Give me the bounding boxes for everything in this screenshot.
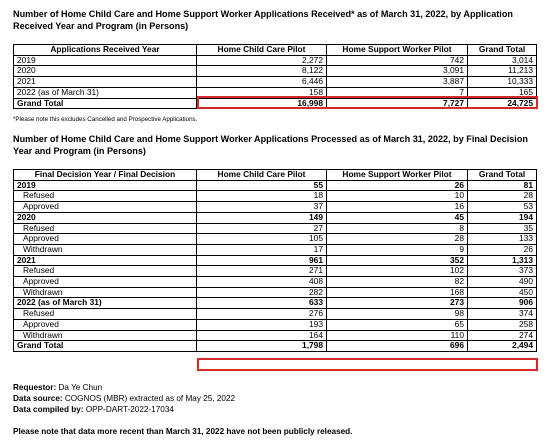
- table-row-bold: [14, 180, 537, 191]
- total-value: 194: [468, 212, 537, 223]
- table-row: [14, 223, 537, 234]
- hsw-value: 7,727: [327, 98, 468, 109]
- row-label: Approved: [14, 202, 197, 213]
- row-label: Approved: [14, 319, 197, 330]
- row-label: Grand Total: [14, 341, 197, 352]
- row-label: Approved: [14, 277, 197, 288]
- row-label: 2019: [14, 180, 197, 191]
- table2-title: Number of Home Child Care and Home Support Worker Applications Processed as of March 31, 2022, by Final Decision Year and Program (in Persons): [13, 134, 528, 156]
- total-value: 11,213: [468, 66, 537, 77]
- hsw-value: 3,887: [327, 77, 468, 88]
- hsw-value: 16: [327, 202, 468, 213]
- table-row: [14, 287, 537, 298]
- hsw-value: 28: [327, 234, 468, 245]
- column-header: Grand Total: [468, 170, 537, 181]
- total-value: 3,014: [468, 55, 537, 66]
- table-row: [14, 330, 537, 341]
- column-header: Home Child Care Pilot: [197, 170, 327, 181]
- hcc-value: 633: [197, 298, 327, 309]
- total-value: 258: [468, 319, 537, 330]
- hcc-value: 105: [197, 234, 327, 245]
- total-value: 24,725: [468, 98, 537, 109]
- hcc-value: 282: [197, 287, 327, 298]
- compiled-by-label: Data compiled by:: [13, 405, 84, 414]
- table-row: [14, 244, 537, 255]
- hcc-value: 6,446: [197, 77, 327, 88]
- total-value: 133: [468, 234, 537, 245]
- row-label: 2020: [14, 66, 197, 77]
- row-label: Approved: [14, 234, 197, 245]
- row-label: Withdrawn: [14, 287, 197, 298]
- table-row-bold: [14, 212, 537, 223]
- table1-footnote: *Please note this excludes Cancelled and Prospective Applications.: [13, 116, 198, 123]
- hsw-value: 102: [327, 266, 468, 277]
- hcc-value: 8,122: [197, 66, 327, 77]
- table-row: [14, 87, 537, 98]
- disclaimer: Please note that data more recent than March 31, 2022 have not been publicly released.: [13, 427, 353, 436]
- hsw-value: 98: [327, 309, 468, 320]
- hcc-value: 149: [197, 212, 327, 223]
- hsw-value: 696: [327, 341, 468, 352]
- table-row-bold: [14, 341, 537, 352]
- row-label: Refused: [14, 191, 197, 202]
- table-row: [14, 77, 537, 88]
- applications-processed-table: [13, 169, 537, 352]
- hcc-value: 271: [197, 266, 327, 277]
- data-source-line: [13, 393, 235, 404]
- total-value: 28: [468, 191, 537, 202]
- hsw-value: 65: [327, 319, 468, 330]
- hsw-value: 82: [327, 277, 468, 288]
- hsw-value: 3,091: [327, 66, 468, 77]
- hsw-value: 26: [327, 180, 468, 191]
- column-header: Home Support Worker Pilot: [327, 45, 468, 56]
- hsw-value: 110: [327, 330, 468, 341]
- total-value: 2,494: [468, 341, 537, 352]
- total-value: 374: [468, 309, 537, 320]
- grand-total-highlight: [197, 358, 538, 371]
- table-row: [14, 266, 537, 277]
- hcc-value: 27: [197, 223, 327, 234]
- hcc-value: 193: [197, 319, 327, 330]
- requestor-value: Da Ye Chun: [58, 383, 103, 392]
- table-row: [14, 319, 537, 330]
- table-header-row: [14, 45, 537, 56]
- total-value: 373: [468, 266, 537, 277]
- row-label: 2020: [14, 212, 197, 223]
- total-value: 81: [468, 180, 537, 191]
- hcc-value: 55: [197, 180, 327, 191]
- total-value: 1,313: [468, 255, 537, 266]
- column-header: Applications Received Year: [14, 45, 197, 56]
- hcc-value: 164: [197, 330, 327, 341]
- hsw-value: 168: [327, 287, 468, 298]
- total-value: 53: [468, 202, 537, 213]
- column-header: Grand Total: [468, 45, 537, 56]
- total-value: 450: [468, 287, 537, 298]
- hsw-value: 8: [327, 223, 468, 234]
- total-value: 26: [468, 244, 537, 255]
- total-value: 10,333: [468, 77, 537, 88]
- total-value: 490: [468, 277, 537, 288]
- hcc-value: 276: [197, 309, 327, 320]
- hcc-value: 2,272: [197, 55, 327, 66]
- hsw-value: 45: [327, 212, 468, 223]
- hsw-value: 10: [327, 191, 468, 202]
- hsw-value: 273: [327, 298, 468, 309]
- row-label: Withdrawn: [14, 330, 197, 341]
- hcc-value: 961: [197, 255, 327, 266]
- hsw-value: 742: [327, 55, 468, 66]
- row-label: 2021: [14, 77, 197, 88]
- row-label: 2021: [14, 255, 197, 266]
- requestor-line: [13, 382, 102, 393]
- table-row-bold: [14, 255, 537, 266]
- hcc-value: 16,998: [197, 98, 327, 109]
- data-source-label: Data source:: [13, 394, 63, 403]
- table-row: [14, 55, 537, 66]
- hsw-value: 9: [327, 244, 468, 255]
- table-row: [14, 202, 537, 213]
- row-label: Grand Total: [14, 98, 197, 109]
- table-row-bold: [14, 98, 537, 109]
- row-label: Refused: [14, 266, 197, 277]
- table-row: [14, 309, 537, 320]
- total-value: 906: [468, 298, 537, 309]
- column-header: Home Child Care Pilot: [197, 45, 327, 56]
- row-label: 2022 (as of March 31): [14, 87, 197, 98]
- total-value: 165: [468, 87, 537, 98]
- hcc-value: 1,798: [197, 341, 327, 352]
- compiled-by-line: [13, 404, 174, 415]
- hcc-value: 37: [197, 202, 327, 213]
- total-value: 274: [468, 330, 537, 341]
- table-row: [14, 277, 537, 288]
- hcc-value: 17: [197, 244, 327, 255]
- compiled-by-value: OPP-DART-2022-17034: [85, 405, 174, 414]
- column-header: Final Decision Year / Final Decision: [14, 170, 197, 181]
- row-label: Refused: [14, 223, 197, 234]
- hsw-value: 352: [327, 255, 468, 266]
- row-label: 2019: [14, 55, 197, 66]
- table-row: [14, 191, 537, 202]
- hsw-value: 7: [327, 87, 468, 98]
- table-row-bold: [14, 298, 537, 309]
- row-label: Withdrawn: [14, 244, 197, 255]
- row-label: 2022 (as of March 31): [14, 298, 197, 309]
- table1-title: Number of Home Child Care and Home Support Worker Applications Received* as of March 31, 2022, by Application Received Year and Program (in Persons): [13, 9, 513, 31]
- table-row: [14, 66, 537, 77]
- table-header-row: [14, 170, 537, 181]
- column-header: Home Support Worker Pilot: [327, 170, 468, 181]
- table-row: [14, 234, 537, 245]
- data-source-value: COGNOS (MBR) extracted as of May 25, 2022: [64, 394, 236, 403]
- hcc-value: 18: [197, 191, 327, 202]
- total-value: 35: [468, 223, 537, 234]
- hcc-value: 408: [197, 277, 327, 288]
- hcc-value: 158: [197, 87, 327, 98]
- row-label: Refused: [14, 309, 197, 320]
- requestor-label: Requestor:: [13, 383, 57, 392]
- applications-received-table: [13, 44, 537, 109]
